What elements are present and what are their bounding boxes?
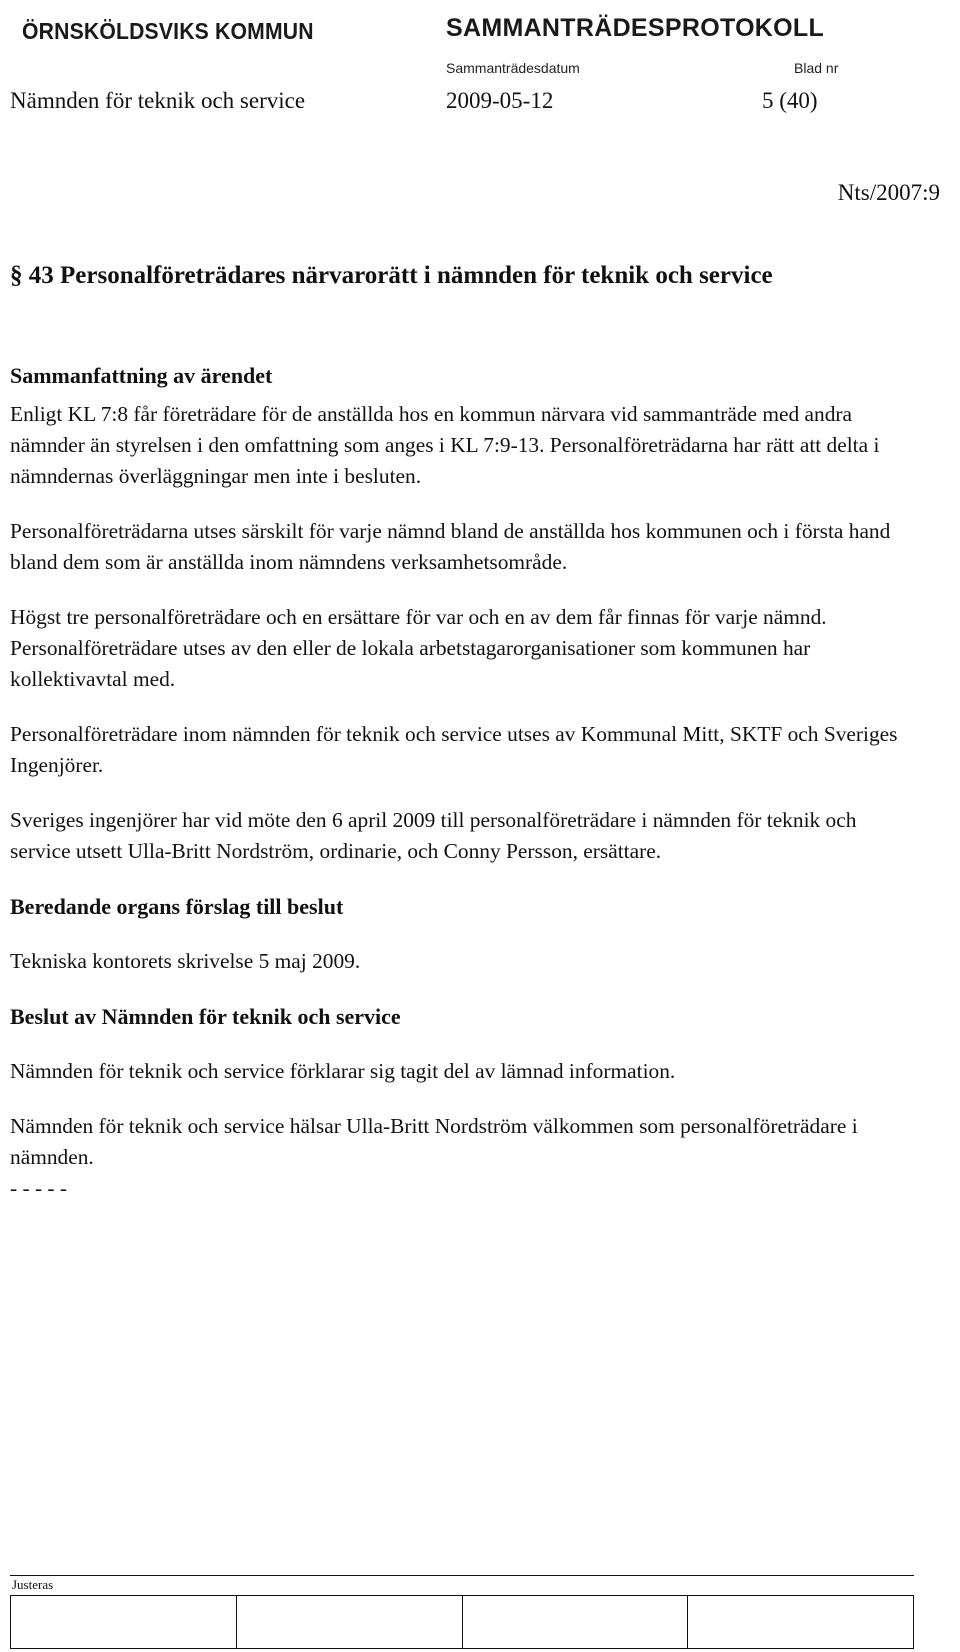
footer-divider <box>10 1575 914 1576</box>
end-marker: - - - - - <box>10 1176 68 1200</box>
paragraph-1: Enligt KL 7:8 får företrädare för de anställda hos en kommun närvara vid sammanträde med andra nämnder än styrelsen i den omfattning som anges i KL 7:9-13. Personalföreträdarna har rätt att delta i nämndernas överläggningar men inte i besluten. <box>10 402 880 488</box>
paragraph-2: Personalföreträdarna utses särskilt för varje nämnd bland de anställda hos kommunen och i första hand bland dem som är anställda inom nämndens verksamhetsområde. <box>10 519 891 574</box>
municipality-logo <box>18 8 318 54</box>
document-title: SAMMANTRÄDESPROTOKOLL <box>446 14 825 42</box>
paragraph-6: Tekniska kontorets skrivelse 5 maj 2009. <box>10 949 361 973</box>
section-title: § 43 Personalföreträdares närvarorätt i nämnden för teknik och service <box>10 262 773 289</box>
signature-box <box>10 1575 914 1652</box>
signature-field <box>462 1596 688 1649</box>
signature-field <box>236 1596 462 1649</box>
heading-decision: Beslut av Nämnden för teknik och service <box>10 1004 401 1029</box>
paragraph-5: Sveriges ingenjörer har vid möte den 6 april 2009 till personalföreträdare i nämnden för teknik och service utsett Ulla-Britt Nordström, ordinarie, och Conny Persson, ersättare. <box>10 808 857 863</box>
heading-summary: Sammanfattning av ärendet <box>10 363 273 388</box>
meeting-date-label: Sammanträdesdatum <box>446 60 580 76</box>
meeting-date: 2009-05-12 <box>446 88 554 113</box>
signature-field <box>688 1596 914 1649</box>
paragraph-3: Högst tre personalföreträdare och en ersättare för var och en av dem får finnas för varje nämnd. Personalföreträdare utses av den eller de lokala arbetstagarorganisationer som kommunen har kollektivavtal med. <box>10 605 827 691</box>
paragraph-4: Personalföreträdare inom nämnden för teknik och service utses av Kommunal Mitt, SKTF och Sveriges Ingenjörer. <box>10 722 898 777</box>
document-body <box>10 360 908 1204</box>
sign-label: Justeras <box>12 1577 54 1592</box>
committee-name: Nämnden för teknik och service <box>10 88 306 113</box>
signature-table <box>10 1595 914 1649</box>
case-reference: Nts/2007:9 <box>837 180 940 205</box>
signature-field <box>11 1596 237 1649</box>
page-number: 5 (40) <box>762 88 818 113</box>
logo-text: ÖRNSKÖLDSVIKS KOMMUN <box>22 17 314 44</box>
page-number-label: Blad nr <box>794 60 839 76</box>
paragraph-8: Nämnden för teknik och service hälsar Ulla-Britt Nordström välkommen som personalföreträdare i nämnden. <box>10 1114 858 1169</box>
heading-proposal: Beredande organs förslag till beslut <box>10 894 344 919</box>
paragraph-7: Nämnden för teknik och service förklarar sig tagit del av lämnad information. <box>10 1059 676 1083</box>
